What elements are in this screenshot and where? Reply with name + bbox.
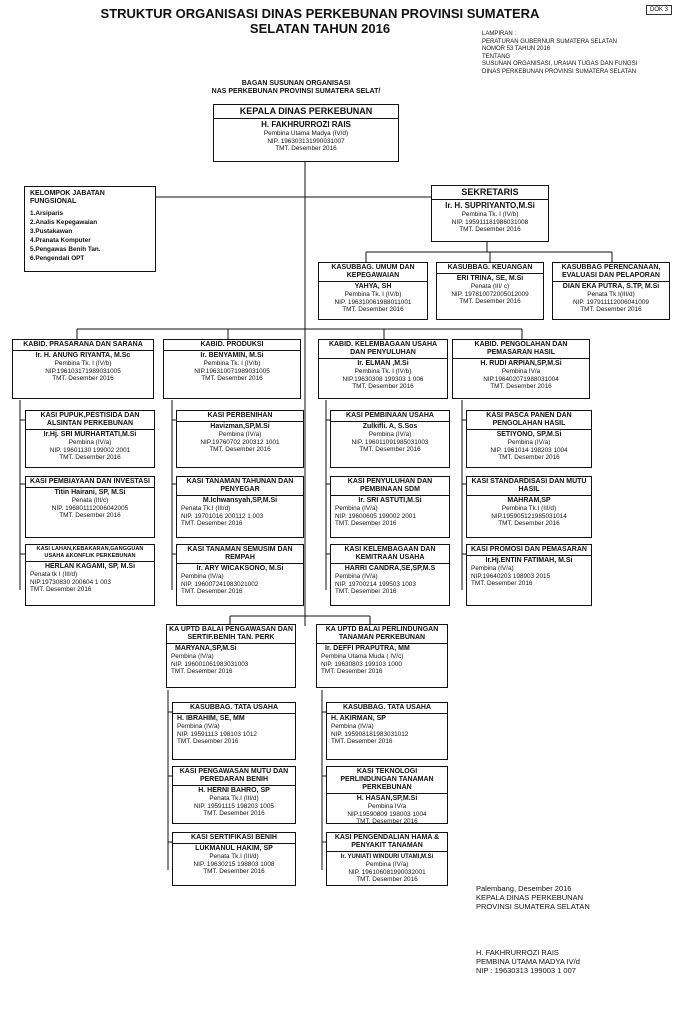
- box-uptd2-tata-usaha: [326, 702, 448, 760]
- caption-line: NAS PERKEBUNAN PROVINSI SUMATERA SELAT/: [211, 88, 381, 95]
- box-line: NIP.19760702 200312 1001: [200, 438, 280, 446]
- list-item: 1.Arsiparis: [30, 210, 64, 217]
- box-line: TMT. Desember 2016: [30, 586, 92, 594]
- signature-block: [476, 884, 590, 911]
- box-line: TMT. Desember 2016: [459, 298, 521, 306]
- box-line: NIP.195905121985031014: [491, 512, 567, 520]
- lampiran-line: PERATURAN GUBERNUR SUMATERA SELATAN: [482, 38, 617, 45]
- box-head: KA UPTD BALAI PENGAWASAN DAN SERTIF.BENIH TAN. PERK: [167, 625, 295, 644]
- list-item: 4.Pranata Komputer: [30, 237, 91, 244]
- box-head: KASUBBAG. TATA USAHA: [327, 703, 447, 714]
- box-line: NIP. 1961014 198203 1004: [490, 446, 568, 454]
- list-item: 5.Pengawas Benih Tan.: [30, 246, 101, 253]
- box-uptd2-pengendalian: [326, 832, 448, 886]
- lampiran-line: SUSUNAN ORGANISASI, URAIAN TUGAS DAN FUNGSI: [482, 61, 638, 68]
- box-name: Havizman,SP,M.Si: [210, 423, 270, 430]
- box-kabid-kelembagaan: [318, 339, 448, 399]
- box-name: Ir.Hj. SRI MURHARTATI,M.Si: [43, 431, 137, 438]
- box-line: Penata (III/ c): [470, 283, 510, 290]
- box-kasi-tanaman-tahunan: [176, 476, 304, 538]
- signature-line: Palembang, Desember 2016: [476, 884, 572, 893]
- box-line: NIP. 196001061983031003: [171, 660, 249, 668]
- list-item: 3.Pustakawan: [30, 228, 73, 235]
- box-head: KASI LAHAN,KEBAKARAN,GANGGUAN USAHA &KONFLIK PERKEBUNAN: [26, 545, 154, 562]
- box-line: TMT. Desember 2016: [203, 810, 265, 818]
- box-uptd-pengawasan: [166, 624, 296, 688]
- box-line: Penata Tk.I (III/d): [209, 795, 259, 802]
- box-line: Pembina (IV/a): [335, 505, 378, 512]
- box-line: Penata (III/c): [71, 497, 109, 504]
- box-line: TMT. Desember 2016: [335, 588, 397, 596]
- box-name: HERLAN KAGAMI, SP, M.Si: [44, 563, 136, 570]
- box-kelompok-fungsional: [24, 186, 156, 272]
- box-line: TMT. Desember 2016: [201, 375, 263, 383]
- box-uptd1-tata-usaha: [172, 702, 296, 760]
- box-line: NIP. 19591113 198103 1012: [177, 730, 257, 738]
- box-line: TMT. Desember 2016: [352, 383, 414, 391]
- box-line: Pembina Utama Muda ( IV/c): [321, 653, 404, 660]
- box-kasubbag-keuangan: [436, 262, 544, 320]
- box-head: KABID. PRASARANA DAN SARANA: [13, 340, 153, 351]
- box-kasi-penyuluhan: [330, 476, 450, 538]
- box-kasi-pembinaan-usaha: [330, 410, 450, 468]
- box-line: NIP.19730830 200604 1 003: [30, 578, 111, 586]
- box-line: NIP. 19600605 199002 2001: [335, 512, 416, 520]
- box-kasi-perbenihan: [176, 410, 304, 468]
- box-head: KASI STANDARDISASI DAN MUTU HASIL: [467, 477, 591, 496]
- box-line: NIP. 195908181983031012: [331, 730, 409, 738]
- box-line: NIP. 196007241983021002: [181, 580, 259, 588]
- box-line: TMT. Desember 2016: [335, 520, 397, 528]
- box-line: NIP. 195911181986031008: [451, 218, 529, 226]
- box-line: Pembina (IV/a): [68, 439, 112, 446]
- box-line: TMT. Desember 2016: [275, 145, 337, 153]
- box-line: NIP.196402071988031004: [483, 375, 559, 383]
- box-kasi-pasca-panen: [466, 410, 592, 468]
- box-head: KASI PENGAWASAN MUTU DAN PEREDARAN BENIH: [173, 767, 295, 786]
- box-name: Zulkifli. A, S.Sos: [362, 423, 418, 430]
- box-head: KASI KELEMBAGAAN DAN KEMITRAAN USAHA: [331, 545, 449, 564]
- box-line: Penata Tk.I (III/d): [181, 505, 231, 512]
- box-line: Pembina (IV/a): [171, 653, 214, 660]
- box-name: Ir. BENYAMIN, M.Si: [200, 352, 264, 359]
- box-name: H. FAKHRURROZI RAIS: [261, 120, 351, 129]
- box-line: TMT. Desember 2016: [203, 868, 265, 876]
- lampiran-line: LAMPIRAN :: [482, 31, 517, 37]
- box-name: Ir. DEFFI PRAPUTRA, MM: [325, 645, 410, 652]
- box-uptd1-pengawasan-mutu: [172, 766, 296, 824]
- title-line-2: SELATAN TAHUN 2016: [249, 21, 391, 36]
- box-sekretaris: [431, 185, 549, 242]
- box-kasubbag-umum: [318, 262, 428, 320]
- box-name: Ir. ELMAN ,M.Si: [357, 360, 409, 367]
- box-name: H. HASAN,SP,M.Si: [356, 795, 418, 802]
- box-kabid-pengolahan: [452, 339, 590, 399]
- box-line: NIP. 19700214 199503 1003: [335, 580, 416, 588]
- box-line: TMT. Desember 2016: [177, 738, 239, 746]
- box-head: KASI PERBENIHAN: [177, 411, 303, 422]
- box-head: KASUBBAG PERENCANAAN, EVALUASI DAN PELAPORAN: [553, 263, 669, 282]
- box-line: Pembina Tk. I (IV/b): [54, 360, 112, 367]
- box-line: TMT. Desember 2016: [459, 226, 521, 234]
- box-kabid-prasarana: [12, 339, 154, 399]
- box-line: Pembina Tk. I (IV/b): [354, 368, 412, 375]
- box-line: Pembina (IV/a): [507, 439, 551, 446]
- box-head: KASI PENYULUHAN DAN PEMBINAAN SDM: [331, 477, 449, 496]
- box-head: KABID. KELEMBAGAAN USAHA DAN PENYULUHAN: [319, 340, 447, 359]
- box-uptd1-sertifikasi: [172, 832, 296, 886]
- box-uptd2-teknologi: [326, 766, 448, 824]
- list-item: 2.Analis Kepegawaian: [30, 219, 98, 226]
- signature-line: NIP : 19630313 199003 1 007: [476, 966, 576, 975]
- box-name: DIAN EKA PUTRA, S.TP, M.Si: [562, 283, 660, 290]
- box-line: TMT. Desember 2016: [359, 446, 421, 454]
- box-line: NIP. 19701016 200112 1 003: [181, 512, 264, 520]
- box-line: TMT. Desember 2016: [498, 520, 560, 528]
- box-line: NIP.19590809 198003 1004: [347, 810, 427, 818]
- box-name: H. RUDI ARPIAN,SP,M.Si: [480, 360, 562, 367]
- box-line: TMT. Desember 2016: [59, 454, 121, 462]
- box-line: TMT. Desember 2016: [331, 738, 393, 746]
- box-line: TMT. Desember 2016: [356, 876, 418, 884]
- box-line: Pembina (IV/a): [177, 723, 220, 730]
- list-item: 6.Pengendali OPT: [30, 255, 85, 262]
- box-head: KASI TANAMAN TAHUNAN DAN PENYEGAR: [177, 477, 303, 496]
- box-kasubbag-perencanaan: [552, 262, 670, 320]
- box-uptd-perlindungan: [316, 624, 448, 688]
- box-line: NIP. 196801112006042005: [51, 504, 129, 512]
- box-line: NIP.196103171989031005: [45, 367, 121, 375]
- box-head: KABID. PENGOLAHAN DAN PEMASARAN HASIL: [453, 340, 589, 359]
- box-line: Pembina (IV/a): [331, 723, 374, 730]
- box-line: Penata Tk.I (III/d): [209, 853, 259, 860]
- box-line: NIP. 196011091985031003: [351, 438, 429, 446]
- box-line: Pembina (IV/a): [368, 431, 412, 438]
- signature-name-block: [476, 948, 580, 975]
- box-head: KASI PUPUK,PESTISIDA DAN ALSINTAN PERKEBUNAN: [26, 411, 154, 430]
- box-line: NIP. 19630803 199103 1000: [321, 660, 402, 668]
- box-kasi-lahan: [25, 544, 155, 606]
- box-line: Pembina IV/a: [501, 368, 541, 375]
- box-name: ERI TRINA, SE, M.Si: [456, 275, 524, 282]
- box-line: TMT. Desember 2016: [580, 306, 642, 314]
- box-line: NIP. 196310061988011001: [334, 298, 412, 306]
- box-kabid-produksi: [163, 339, 301, 399]
- box-line: Pembina Tk. I (IV/b): [344, 291, 402, 298]
- box-head: KASI PENGENDALIAN HAMA & PENYAKIT TANAMAN: [327, 833, 447, 852]
- box-line: NIP. 19591115 198203 1005: [194, 802, 274, 810]
- box-name: H. IBRAHIM, SE, MM: [177, 715, 245, 722]
- box-head: KASUBBAG. KEUANGAN: [437, 263, 543, 274]
- box-kepala-dinas: [213, 104, 399, 162]
- box-head: KASI SERTIFIKASI BENIH: [173, 833, 295, 844]
- signature-line: KEPALA DINAS PERKEBUNAN: [476, 893, 583, 902]
- lampiran-note: [482, 31, 678, 77]
- box-line: TMT. Desember 2016: [490, 383, 552, 391]
- box-head: KELOMPOK JABATAN: [30, 190, 105, 197]
- box-name: MAHRAM,SP: [507, 497, 551, 504]
- box-line: NIP. 197911112006041009: [573, 298, 649, 306]
- box-head: KABID. PRODUKSI: [164, 340, 300, 351]
- box-name: Ir.Hj.ENTIN FATIMAH, M.Si: [485, 557, 573, 564]
- doc-code-badge: DOK 3: [646, 5, 672, 15]
- box-line: NIP.196310071989031005: [194, 367, 270, 375]
- box-line: Pembina Tk. I (IV/b): [461, 211, 519, 218]
- box-kasi-pembiayaan: [25, 476, 155, 538]
- box-line: TMT. Desember 2016: [181, 520, 243, 528]
- box-line: TMT. Desember 2016: [52, 375, 114, 383]
- lampiran-line: TENTANG: [482, 53, 511, 60]
- box-name: Ir. SRI ASTUTI,M.Si: [358, 497, 422, 504]
- box-line: Pembina (IV/a): [181, 573, 224, 580]
- box-name: MARYANA,SP,M.Si: [175, 645, 237, 652]
- box-line: Pembina (IV/a): [365, 861, 409, 868]
- caption-line: BAGAN SUSUNAN ORGANISASI: [241, 80, 351, 87]
- box-line: NIP.19640203 198903 2015: [471, 572, 551, 580]
- signature-line: PEMBINA UTAMA MADYA IV/d: [476, 957, 580, 966]
- box-kasi-standardisasi: [466, 476, 592, 538]
- box-head: KEPALA DINAS PERKEBUNAN: [214, 105, 398, 119]
- box-line: TMT. Desember 2016: [321, 668, 383, 676]
- lampiran-line: DINAS PERKEBUNAN PROVINSI SUMATERA SELATAN: [482, 68, 637, 75]
- box-line: TMT. Desember 2016: [498, 454, 560, 462]
- box-head: SEKRETARIS: [432, 186, 548, 200]
- box-kasi-promosi: [466, 544, 592, 606]
- box-head: KASI PROMOSI DAN PEMASARAN: [467, 545, 591, 556]
- box-line: Pembina (IV/a): [335, 573, 378, 580]
- box-line: Pembina Utama Madya (IV/d): [263, 130, 349, 137]
- box-line: TMT. Desember 2016: [356, 818, 418, 826]
- box-name: Ir. H. SUPRIYANTO,M.Si: [445, 201, 535, 210]
- box-name: H. AKIRMAN, SP: [331, 715, 386, 722]
- box-line: TMT. Desember 2016: [171, 668, 233, 676]
- box-name: Titin Hairani, SP, M.Si: [54, 489, 126, 496]
- lampiran-line: NOMOR 53 TAHUN 2016: [482, 46, 551, 53]
- box-name: Ir. YUNIATI WINDURI UTAMI,M.Si: [340, 854, 434, 860]
- box-line: Penata tk I (III/d): [30, 571, 78, 578]
- box-line: TMT. Desember 2016: [59, 512, 121, 520]
- box-kasi-tanaman-semusim: [176, 544, 304, 606]
- box-name: LUKMANUL HAKIM, SP: [195, 845, 273, 852]
- box-line: NIP. 19630215 198803 1008: [193, 860, 275, 868]
- box-line: Pembina (IV/a): [471, 565, 514, 572]
- box-kasi-pupuk: [25, 410, 155, 468]
- chart-caption: [150, 80, 442, 96]
- box-head: KASI PASCA PANEN DAN PENGOLAHAN HASIL: [467, 411, 591, 430]
- box-line: Pembina Tk. I (IV/b): [203, 360, 261, 367]
- box-head: KASI TEKNOLOGI PERLINDUNGAN TANAMAN PERKEBUNAN: [327, 767, 447, 794]
- box-name: YAHYA, SH: [354, 283, 392, 290]
- box-name: SETIYONO, SP,M.Si: [496, 431, 562, 438]
- box-head: KASI PEMBIAYAAN DAN INVESTASI: [26, 477, 154, 488]
- box-line: Penata Tk I(III/d): [587, 291, 635, 298]
- box-head: FUNGSIONAL: [30, 198, 77, 205]
- box-head: KASUBBAG. UMUM DAN KEPEGAWAIAN: [319, 263, 427, 282]
- box-line: Pembina IV/a: [367, 803, 407, 810]
- box-line: Pembina (IV/a): [218, 431, 262, 438]
- signature-line: PROVINSI SUMATERA SELATAN: [476, 902, 590, 911]
- box-line: NIP. 196106081990032001: [348, 868, 426, 876]
- box-line: NIP. 19601130 199002 2001: [49, 446, 131, 454]
- box-head: KASUBBAG. TATA USAHA: [173, 703, 295, 714]
- box-head: KA UPTD BALAI PERLINDUNGAN TANAMAN PERKEBUNAN: [317, 625, 447, 644]
- box-line: Pembina Tk.I (III/d): [501, 505, 557, 512]
- signature-line: H. FAKHRURROZI RAIS: [476, 948, 559, 957]
- box-line: TMT. Desember 2016: [342, 306, 404, 314]
- box-head: KASI TANAMAN SEMUSIM DAN REMPAH: [177, 545, 303, 564]
- box-name: Ir. ARY WICAKSONO, M.Si: [196, 565, 284, 572]
- box-line: TMT. Desember 2016: [209, 446, 271, 454]
- box-line: NIP. 196303131990031007: [267, 137, 345, 145]
- box-line: TMT. Desember 2016: [181, 588, 243, 596]
- box-name: HARRI CANDRA,SE,SP,M.S: [344, 565, 436, 572]
- box-name: H. HERNI BAHRO, SP: [198, 787, 270, 794]
- box-name: M.Ichwansyah,SP,M.Si: [202, 497, 278, 504]
- box-kasi-kelembagaan: [330, 544, 450, 606]
- box-line: NIP.19630308 199303 1 006: [342, 375, 424, 383]
- box-head: KASI PEMBINAAN USAHA: [331, 411, 449, 422]
- box-name: Ir. H. ANUNG RIYANTA, M.Sc: [35, 352, 131, 359]
- title-line-1: STRUKTUR ORGANISASI DINAS PERKEBUNAN PROVINSI SUMATERA: [100, 6, 540, 21]
- box-line: TMT. Desember 2016: [471, 580, 533, 588]
- box-line: NIP. 197810072005012009: [451, 290, 529, 298]
